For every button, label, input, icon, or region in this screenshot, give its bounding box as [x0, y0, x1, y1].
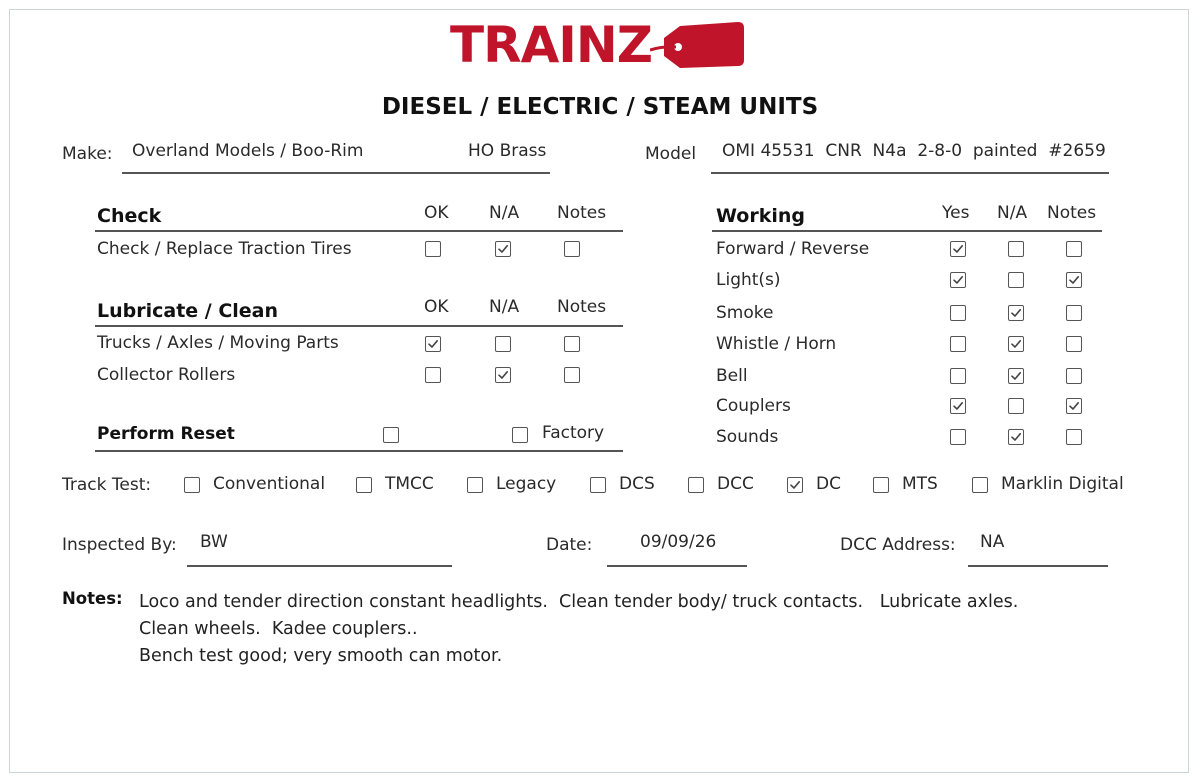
track-test-checkbox[interactable] [590, 477, 606, 493]
notes-line: Clean wheels. Kadee couplers.. [139, 619, 418, 639]
track-test-checkbox[interactable] [688, 477, 704, 493]
working-yes-checkbox[interactable] [950, 272, 966, 288]
checkmark-icon [497, 243, 509, 255]
lube-col-na: N/A [489, 297, 520, 317]
inspected-by-underline [187, 565, 452, 567]
working-notes-checkbox[interactable] [1066, 398, 1082, 414]
track-test-checkbox[interactable] [356, 477, 372, 493]
check-traction-ok-checkbox[interactable] [425, 241, 441, 257]
track-test-option-label: Legacy [496, 474, 557, 494]
dcc-address-value: NA [980, 532, 1005, 552]
working-yes-checkbox[interactable] [950, 241, 966, 257]
notes-line: Loco and tender direction constant headlights. Clean tender body/ truck contacts. Lubricate axles. [139, 592, 1019, 612]
lube-collector-na-checkbox[interactable] [495, 367, 511, 383]
track-test-option-label: Marklin Digital [1001, 474, 1124, 494]
reset-checkbox[interactable] [383, 427, 399, 443]
working-notes-checkbox[interactable] [1066, 429, 1082, 445]
track-test-option-label: TMCC [385, 474, 434, 494]
logo-tag-icon [650, 20, 746, 72]
make-underline [122, 172, 550, 174]
check-traction-na-checkbox[interactable] [495, 241, 511, 257]
track-test-checkbox[interactable] [467, 477, 483, 493]
date-label: Date: [546, 535, 593, 555]
logo-text: TRAINZ [450, 16, 653, 74]
checkmark-icon [952, 274, 964, 286]
form-title: DIESEL / ELECTRIC / STEAM UNITS [381, 94, 819, 120]
track-test-checkbox[interactable] [184, 477, 200, 493]
check-traction-notes-checkbox[interactable] [564, 241, 580, 257]
factory-reset-checkbox[interactable] [512, 427, 528, 443]
working-na-checkbox[interactable] [1008, 272, 1024, 288]
working-notes-checkbox[interactable] [1066, 272, 1082, 288]
working-yes-checkbox[interactable] [950, 398, 966, 414]
working-row-label: Smoke [716, 303, 774, 323]
working-header-line [712, 230, 1102, 232]
working-yes-checkbox[interactable] [950, 368, 966, 384]
working-col-notes: Notes [1047, 203, 1097, 223]
track-test-checkbox[interactable] [972, 477, 988, 493]
checkmark-icon [952, 243, 964, 255]
lube-collector-notes-checkbox[interactable] [564, 367, 580, 383]
reset-underline [95, 450, 623, 452]
working-row-label: Forward / Reverse [716, 239, 870, 259]
checkmark-icon [789, 479, 801, 491]
track-test-checkbox[interactable] [787, 477, 803, 493]
lube-col-notes: Notes [557, 297, 607, 317]
working-row-label: Couplers [716, 396, 791, 416]
checkmark-icon [1068, 274, 1080, 286]
factory-label: Factory [542, 423, 605, 443]
working-row-label: Light(s) [716, 270, 781, 290]
check-col-notes: Notes [557, 203, 607, 223]
working-notes-checkbox[interactable] [1066, 305, 1082, 321]
working-row-label: Bell [716, 366, 748, 386]
working-na-checkbox[interactable] [1008, 429, 1024, 445]
working-na-checkbox[interactable] [1008, 241, 1024, 257]
check-row-label: Check / Replace Traction Tires [97, 239, 352, 259]
working-notes-checkbox[interactable] [1066, 241, 1082, 257]
make-value: Overland Models / Boo-Rim [132, 141, 364, 161]
lube-title: Lubricate / Clean [97, 300, 279, 322]
working-na-checkbox[interactable] [1008, 398, 1024, 414]
lube-trucks-na-checkbox[interactable] [495, 336, 511, 352]
track-test-option-label: DCC [717, 474, 754, 494]
lube-trucks-notes-checkbox[interactable] [564, 336, 580, 352]
track-test-option-label: DC [816, 474, 841, 494]
lube-col-ok: OK [424, 297, 449, 317]
trainz-logo [450, 16, 750, 76]
checkmark-icon [427, 338, 439, 350]
working-na-checkbox[interactable] [1008, 305, 1024, 321]
working-col-na: N/A [997, 203, 1028, 223]
model-value: OMI 45531 CNR N4a 2-8-0 painted #2659 [722, 141, 1106, 161]
model-underline [711, 172, 1109, 174]
working-na-checkbox[interactable] [1008, 336, 1024, 352]
checkmark-icon [497, 369, 509, 381]
check-header-line [95, 230, 623, 232]
lube-header-line [95, 325, 623, 327]
track-test-checkbox[interactable] [873, 477, 889, 493]
working-na-checkbox[interactable] [1008, 368, 1024, 384]
track-test-label: Track Test: [62, 475, 152, 495]
inspected-by-value: BW [200, 532, 228, 552]
working-yes-checkbox[interactable] [950, 429, 966, 445]
dcc-address-underline [968, 565, 1108, 567]
check-col-ok: OK [424, 203, 449, 223]
reset-title: Perform Reset [97, 424, 235, 444]
checkmark-icon [1010, 307, 1022, 319]
checkmark-icon [1010, 431, 1022, 443]
working-yes-checkbox[interactable] [950, 336, 966, 352]
lube-row-label: Collector Rollers [97, 365, 236, 385]
notes-line: Bench test good; very smooth can motor. [139, 646, 503, 666]
check-title: Check [97, 205, 162, 227]
notes-label: Notes: [62, 589, 123, 608]
working-notes-checkbox[interactable] [1066, 336, 1082, 352]
date-underline [607, 565, 747, 567]
dcc-address-label: DCC Address: [840, 535, 956, 555]
checkmark-icon [1010, 338, 1022, 350]
working-yes-checkbox[interactable] [950, 305, 966, 321]
working-title: Working [716, 205, 805, 227]
inspected-by-label: Inspected By: [62, 535, 177, 555]
track-test-option-label: DCS [619, 474, 655, 494]
checkmark-icon [1010, 370, 1022, 382]
make-label: Make: [62, 144, 113, 164]
date-value: 09/09/26 [640, 532, 717, 552]
lube-row-label: Trucks / Axles / Moving Parts [97, 333, 339, 353]
working-col-yes: Yes [942, 203, 970, 223]
checkmark-icon [1068, 400, 1080, 412]
lube-trucks-ok-checkbox[interactable] [425, 336, 441, 352]
track-test-option-label: Conventional [213, 474, 326, 494]
check-col-na: N/A [489, 203, 520, 223]
notes-body [139, 589, 1018, 670]
working-notes-checkbox[interactable] [1066, 368, 1082, 384]
working-row-label: Whistle / Horn [716, 334, 837, 354]
track-test-option-label: MTS [902, 474, 938, 494]
make-scale-value: HO Brass [468, 141, 547, 161]
checkmark-icon [952, 400, 964, 412]
working-row-label: Sounds [716, 427, 779, 447]
lube-collector-ok-checkbox[interactable] [425, 367, 441, 383]
model-label: Model [645, 144, 697, 164]
